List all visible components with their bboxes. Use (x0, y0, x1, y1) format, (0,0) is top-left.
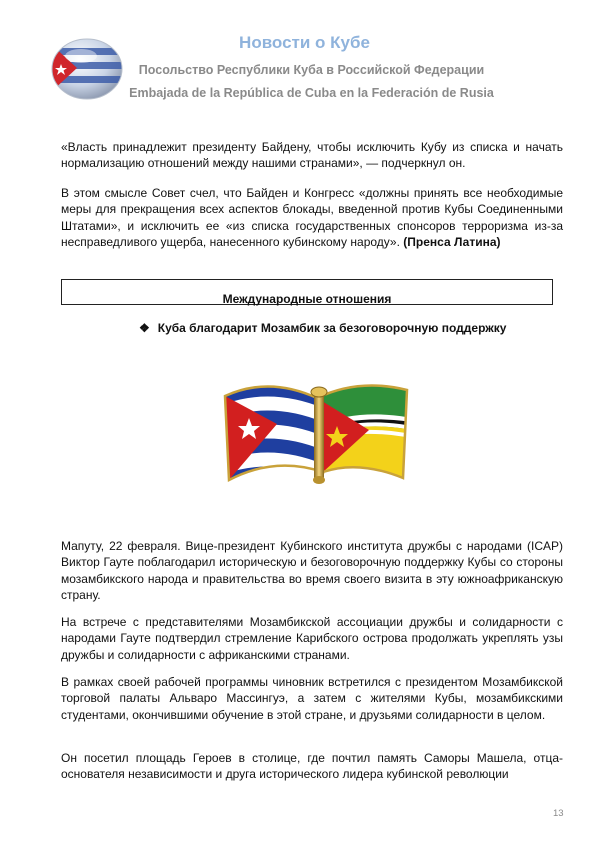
paragraph-maputo: Мапуту, 22 февраля. Вице-президент Кубинского института дружбы с народами (ICAP) Виктор Гауте поблагодарил историческую и безоговорочную поддержку Кубы со стороны мозамбикского народа и правительства во время своего визита в эту южноафриканскую страну. (61, 539, 563, 603)
paragraph-council (61, 185, 563, 251)
article-headline (139, 321, 506, 335)
paragraph-council-text: В этом смысле Совет счел, что Байден и Конгресс «должны принять все необходимые меры для прекращения всех аспектов блокады, введенной против Кубы Соединенными Штатами», и исключить ее «из списка государственных спонсоров терроризма из-за несправедливого ущерба, нанесенного кубинскому народу». (61, 186, 563, 250)
paragraph-program: В рамках своей рабочей программы чиновник встретился с президентом Мозамбикской торговой палаты Альваро Массингуэ, а затем с жителями Кубы, мозамбикскими студентами, окончившими обучение в этой стране, и друзьями солидарности в целом. (61, 675, 563, 722)
cuba-mozambique-crossed-flags-pin-icon (219, 368, 412, 501)
article-headline-text: Куба благодарит Мозамбик за безоговорочную поддержку (157, 321, 507, 335)
source-attribution: (Пренса Латина) (403, 235, 501, 250)
paragraph-meeting: На встрече с представителями Мозамбикской ассоциации дружбы и солидарности с народами Гауте подтвердил стремление Карибского острова продолжать укреплять узы дружбы и солидарности с африканскими странами. (61, 615, 563, 662)
embassy-name-ru: Посольство Республики Куба в Российской Федерации (138, 63, 485, 77)
section-header-box (61, 279, 553, 305)
section-title: Международные отношения (222, 292, 392, 306)
diamond-bullet-icon: ❖ (139, 321, 150, 335)
embassy-name-es: Embajada de la República de Cuba en la Federación de Rusia (129, 86, 494, 100)
page-number: 13 (553, 808, 564, 819)
newsletter-title: Новости о Кубе (239, 33, 370, 52)
paragraph-heroes-square: Он посетил площадь Героев в столице, где почтил память Саморы Машела, отца-основателя независимости и друга исторического лидера кубинской революции (61, 751, 563, 782)
paragraph-quote: «Власть принадлежит президенту Байдену, чтобы исключить Кубу из списка и начать нормализацию отношений между нашими странами», — подчеркнул он. (61, 140, 563, 171)
